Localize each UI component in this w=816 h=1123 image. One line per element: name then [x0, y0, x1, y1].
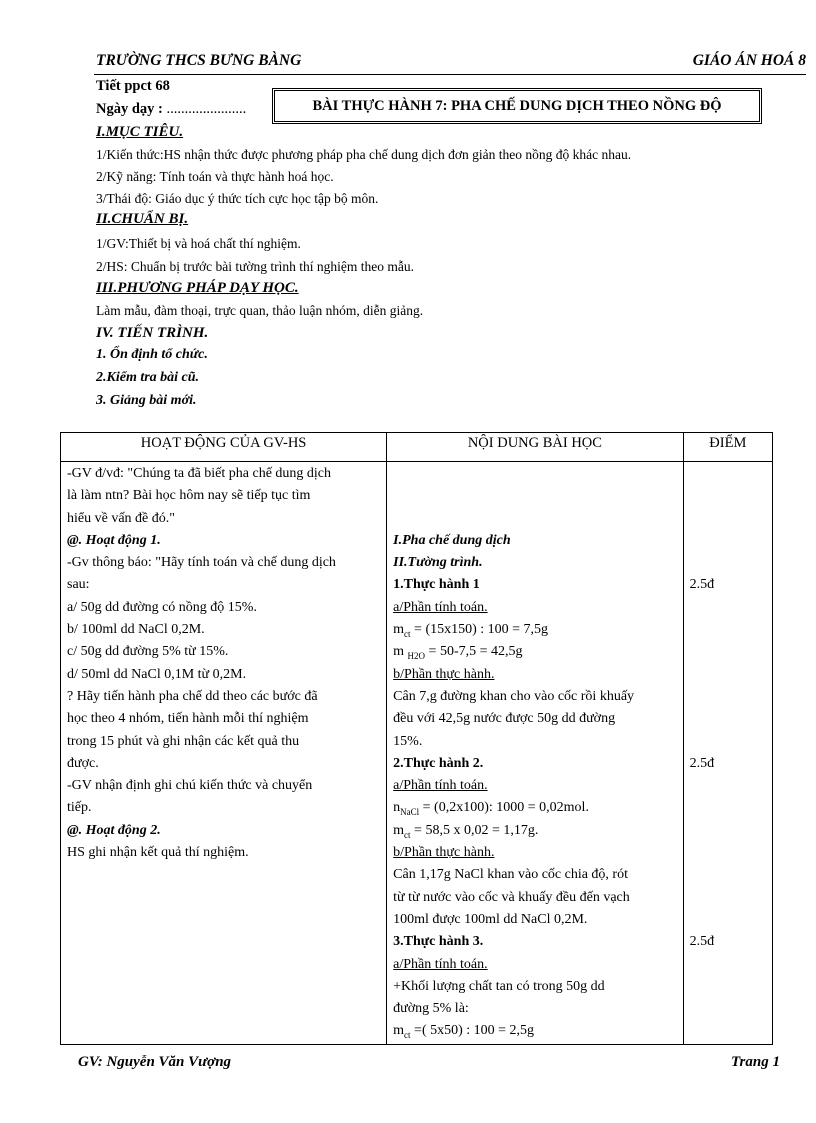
mole-symbol: n — [393, 800, 401, 816]
lesson-table — [60, 432, 773, 1045]
activity-line: -Gv thông báo: "Hãy tính toán và chế dung dịch — [67, 555, 336, 571]
lesson-period: Tiết ppct 68 — [96, 78, 170, 94]
content-line: đường 5% là: — [393, 1001, 469, 1017]
content-heading-1: I.Pha chế dung dịch — [393, 532, 511, 548]
preparation-student: 2/HS: Chuẩn bị trước bài tường trình thí nghiệm theo mẫu. — [96, 259, 415, 274]
formula-text: = 58,5 x 0,02 = 1,17g. — [410, 822, 539, 838]
activity-line: a/ 50g dd đường có nồng độ 15%. — [67, 599, 257, 615]
section-objectives: I.MỤC TIÊU. — [96, 124, 184, 140]
ct-subscript: ct — [404, 829, 411, 840]
header-content: NỘI DUNG BÀI HỌC — [387, 433, 683, 462]
content-line: 100ml được 100ml dd NaCl 0,2M. — [393, 911, 588, 927]
activity-heading-1: @. Hoạt động 1. — [67, 532, 161, 548]
content-line: Cân 7,g đường khan cho vào cốc rồi khuấy — [393, 688, 635, 704]
activities-cell — [61, 462, 387, 1045]
objective-skills: 2/Kỹ năng: Tính toán và thực hành hoá học. — [96, 169, 334, 184]
content-cell — [387, 462, 683, 1045]
score-cell — [683, 462, 772, 1045]
activity-line: trong 15 phút và ghi nhận các kết quả thu — [67, 733, 300, 749]
process-step-1: 1. Ổn định tổ chức. — [96, 347, 208, 362]
methods-list: Làm mẫu, đàm thoại, trực quan, thảo luận nhóm, diễn giảng. — [96, 303, 424, 318]
teacher-name: GV: Nguyễn Văn Vượng — [78, 1054, 232, 1070]
section-preparation: II.CHUẨN BỊ. — [96, 211, 189, 227]
activity-line: d/ 50ml dd NaCl 0,1M từ 0,2M. — [67, 666, 247, 682]
practice-2-title: 2.Thực hành 2. — [393, 755, 484, 771]
score-practice-2: 2.5đ — [689, 755, 715, 771]
activity-line: HS ghi nhận kết quả thí nghiệm. — [67, 845, 249, 861]
formula-line — [388, 1020, 681, 1042]
header-score: ĐIỂM — [683, 433, 772, 462]
content-line: Cân 1,17g NaCl khan vào cốc chia độ, rót — [393, 867, 628, 883]
score-practice-3: 2.5đ — [689, 934, 715, 950]
practice-subheading: b/Phần thực hành. — [393, 666, 495, 682]
content-line: +Khối lượng chất tan có trong 50g dd — [393, 978, 605, 994]
activity-line: tiếp. — [67, 800, 92, 816]
h2o-subscript: H2O — [407, 651, 426, 662]
activity-line: -GV đ/vđ: "Chúng ta đã biết pha chế dung dịch — [67, 466, 332, 481]
teaching-date — [96, 101, 246, 118]
page-number: Trang 1 — [730, 1054, 780, 1070]
formula-text: =( 5x50) : 100 = 2,5g — [410, 1023, 535, 1039]
section-methods: III.PHƯƠNG PHÁP DẠY HỌC. — [96, 280, 299, 296]
activity-line: ? Hãy tiến hành pha chế dd theo các bước đã — [67, 688, 318, 704]
nacl-subscript: NaCl — [400, 807, 420, 818]
lesson-title-box — [272, 88, 762, 124]
score-practice-1: 2.5đ — [689, 577, 715, 593]
lesson-title: BÀI THỰC HÀNH 7: PHA CHẾ DUNG DỊCH THEO NỒNG ĐỘ — [312, 97, 722, 114]
formula-text: = (15x150) : 100 = 7,5g — [410, 622, 549, 638]
ct-subscript: ct — [404, 628, 411, 639]
mass-symbol: m — [393, 644, 408, 660]
mass-symbol: m — [393, 822, 405, 838]
table-row — [61, 462, 773, 1045]
section-process: IV. TIẾN TRÌNH. — [96, 325, 209, 341]
formula-text: = 50-7,5 = 42,5g — [425, 644, 523, 660]
process-step-3: 3. Giảng bài mới. — [96, 393, 197, 408]
content-line: từ từ nước vào cốc và khuấy đều đến vạch — [393, 889, 630, 905]
activity-line: học theo 4 nhóm, tiến hành mỗi thí nghiệm — [67, 711, 309, 727]
process-step-2: 2.Kiểm tra bài cũ. — [96, 370, 200, 385]
calc-subheading: a/Phần tính toán. — [393, 956, 488, 972]
date-blank: ...................... — [166, 101, 247, 117]
subject-title: GIÁO ÁN HOÁ 8 — [692, 52, 806, 69]
content-line: đều với 42,5g nước được 50g dd đường — [393, 711, 616, 727]
practice-subheading: b/Phần thực hành. — [393, 845, 495, 861]
activity-heading-2: @. Hoạt động 2. — [67, 822, 161, 838]
header-activities: HOẠT ĐỘNG CỦA GV-HS — [61, 433, 387, 462]
activity-line: hiểu về vấn đề đó." — [67, 510, 175, 526]
formula-text: = (0,2x100): 1000 = 0,02mol. — [419, 800, 589, 816]
objective-knowledge: 1/Kiến thức:HS nhận thức được phương pháp pha chế dung dịch đơn giản theo nồng độ khác nhau. — [96, 147, 632, 162]
calc-subheading: a/Phần tính toán. — [393, 599, 488, 615]
mass-symbol: m — [393, 622, 405, 638]
activity-line: là làm ntn? Bài học hôm nay sẽ tiếp tục tìm — [67, 488, 311, 504]
formula-line — [388, 641, 681, 663]
ct-subscript: ct — [404, 1030, 411, 1041]
content-line: 15%. — [393, 733, 423, 749]
formula-line — [388, 619, 681, 641]
table-header-row — [61, 433, 773, 462]
preparation-teacher: 1/GV:Thiết bị và hoá chất thí nghiệm. — [96, 236, 301, 251]
formula-line — [388, 820, 681, 842]
mass-symbol: m — [393, 1023, 405, 1039]
activity-line: c/ 50g dd đường 5% từ 15%. — [67, 644, 229, 660]
activity-line: -GV nhận định ghi chú kiến thức và chuyển — [67, 778, 313, 794]
calc-subheading: a/Phần tính toán. — [393, 778, 488, 794]
content-heading-2: II.Tường trình. — [393, 555, 483, 571]
formula-line — [388, 797, 681, 819]
header-divider — [94, 74, 806, 75]
activity-line: được. — [67, 755, 99, 771]
practice-1-title: 1.Thực hành 1 — [393, 577, 480, 593]
school-name: TRƯỜNG THCS BƯNG BÀNG — [96, 52, 302, 69]
activity-line: b/ 100ml dd NaCl 0,2M. — [67, 622, 205, 638]
practice-3-title: 3.Thực hành 3. — [393, 934, 484, 950]
date-label: Ngày dạy : — [96, 101, 163, 117]
activity-line: sau: — [67, 577, 90, 593]
objective-attitude: 3/Thái độ: Giáo dục ý thức tích cực học tập bộ môn. — [96, 191, 379, 206]
